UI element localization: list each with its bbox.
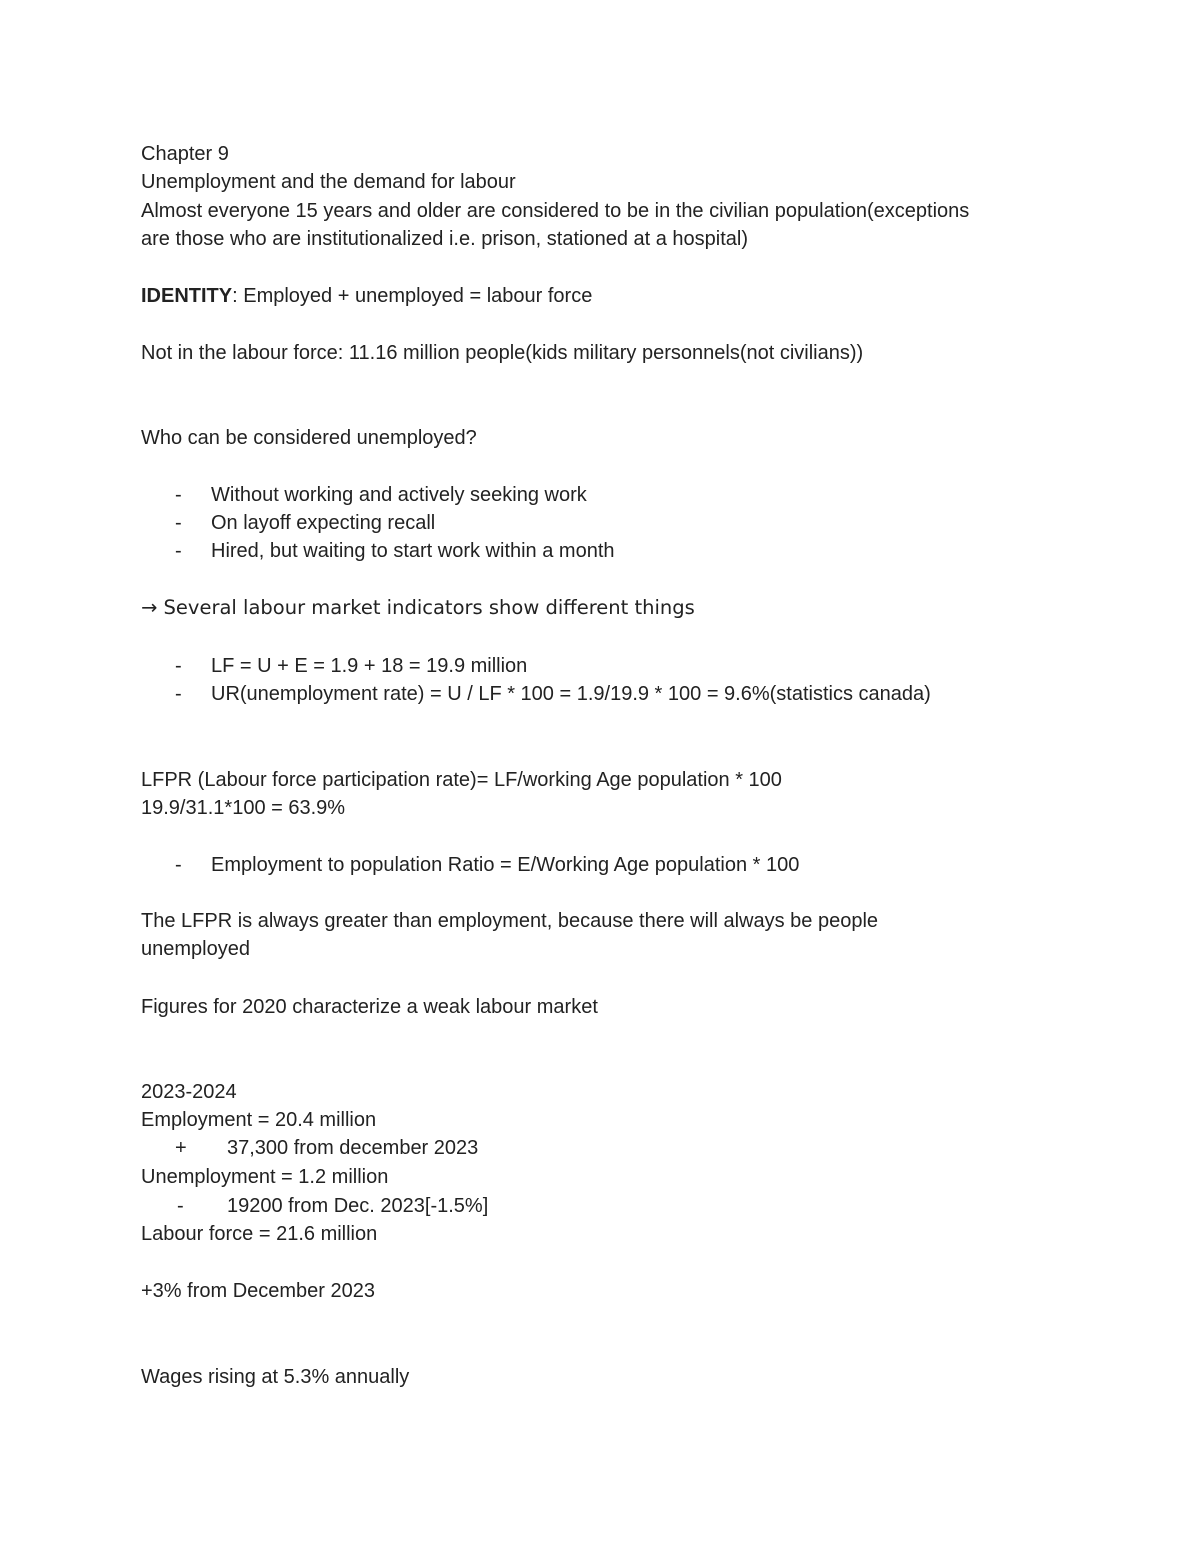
bullet-marker: - [175, 683, 182, 705]
lfpr-formula: LFPR (Labour force participation rate)= LF/working Age population * 100 [141, 769, 782, 791]
identity-text: : Employed + unemployed = labour force [232, 285, 593, 307]
labour-force-change: +3% from December 2023 [141, 1280, 376, 1302]
figures-2020: Figures for 2020 characterize a weak labour market [141, 996, 598, 1018]
wages-note: Wages rising at 5.3% annually [141, 1366, 410, 1388]
period-label: 2023-2024 [141, 1081, 237, 1103]
intro-line-1: Almost everyone 15 years and older are considered to be in the civilian population(exceptions [141, 200, 970, 222]
bullet-marker: - [175, 854, 182, 876]
list-item: Without working and actively seeking work [211, 484, 587, 506]
bullet-marker: - [175, 655, 182, 677]
list-item: LF = U + E = 1.9 + 18 = 19.9 million [211, 655, 528, 677]
note-line-2: unemployed [141, 938, 250, 960]
minus-marker: - [177, 1195, 184, 1217]
not-in-labour-force: Not in the labour force: 11.16 million people(kids military personnels(not civilians)) [141, 342, 864, 364]
unemployment-stat: Unemployment = 1.2 million [141, 1166, 389, 1188]
chapter-title: Chapter 9 [141, 143, 229, 165]
list-item: UR(unemployment rate) = U / LF * 100 = 1.9/19.9 * 100 = 9.6%(statistics canada) [211, 683, 931, 705]
identity-line [141, 282, 592, 310]
bullet-marker: - [175, 512, 182, 534]
employment-stat: Employment = 20.4 million [141, 1109, 377, 1131]
lfpr-calculation: 19.9/31.1*100 = 63.9% [141, 797, 346, 819]
list-item: Employment to population Ratio = E/Working Age population * 100 [211, 854, 800, 876]
labour-force-stat: Labour force = 21.6 million [141, 1223, 378, 1245]
plus-marker: + [175, 1137, 187, 1159]
unemployed-question: Who can be considered unemployed? [141, 427, 477, 449]
bullet-marker: - [175, 540, 182, 562]
list-item: On layoff expecting recall [211, 512, 436, 534]
employment-change: 37,300 from december 2023 [227, 1137, 479, 1159]
unemployment-change: 19200 from Dec. 2023[-1.5%] [227, 1195, 489, 1217]
identity-label: IDENTITY [141, 285, 233, 307]
intro-line-2: are those who are institutionalized i.e. prison, stationed at a hospital) [141, 228, 749, 250]
indicators-heading: → Several labour market indicators show different things [141, 596, 695, 619]
note-line-1: The LFPR is always greater than employment, because there will always be people [141, 910, 879, 932]
bullet-marker: - [175, 484, 182, 506]
list-item: Hired, but waiting to start work within a month [211, 540, 615, 562]
chapter-topic: Unemployment and the demand for labour [141, 171, 516, 193]
